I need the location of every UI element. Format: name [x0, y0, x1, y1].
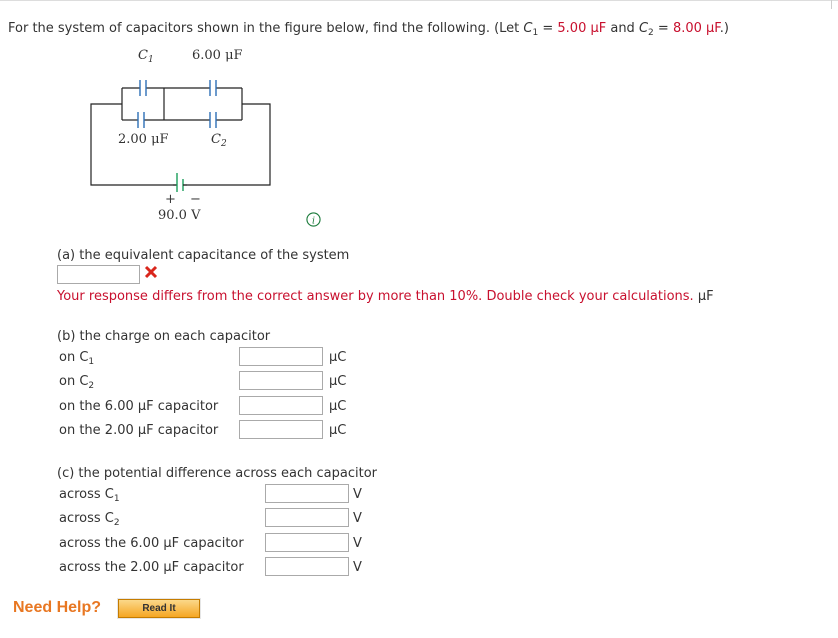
part-c-input-6uf[interactable] [265, 533, 349, 552]
part-c-input-2uf[interactable] [265, 557, 349, 576]
part-c-unit: V [353, 511, 362, 526]
part-a-feedback: Your response differs from the correct answer by more than 10%. Double check your calculations. μF [57, 289, 714, 304]
c1-value: 5.00 μF [557, 21, 607, 36]
part-c-row-label: across $C_1$ [59, 487, 120, 504]
part-b-row-label: on $C_1$ [59, 350, 95, 367]
part-b-unit: μC [329, 350, 347, 365]
info-icon[interactable] [306, 212, 321, 227]
part-a-prompt: (a) the equivalent capacitance of the system [57, 248, 350, 263]
c1-fig-label: $C_1$ [138, 48, 154, 65]
part-c-input-c2[interactable] [265, 508, 349, 527]
battery-value: 90.0 V [158, 208, 201, 223]
part-c-row-label: across $C_2$ [59, 511, 120, 528]
svg-text:i: i [312, 215, 315, 227]
part-b-row-label: on $C_2$ [59, 374, 95, 391]
left-capacitor-value: 2.00 μF [118, 132, 169, 147]
incorrect-x-icon [144, 265, 158, 279]
part-b-row-label: on the 6.00 μF capacitor [59, 399, 219, 414]
part-b-unit: μC [329, 399, 347, 414]
battery-minus: − [190, 192, 201, 207]
c2-fig-label: $C_2$ [211, 132, 227, 149]
part-c-prompt: (c) the potential difference across each capacitor [57, 466, 378, 481]
need-help-label: Need Help? [13, 599, 102, 616]
part-b-input-c2[interactable] [239, 371, 323, 390]
read-it-button[interactable]: Read It [118, 599, 200, 618]
part-b-input-6uf[interactable] [239, 396, 323, 415]
part-c-unit: V [353, 487, 362, 502]
part-b-unit: μC [329, 374, 347, 389]
part-c-unit: V [353, 536, 362, 551]
top-capacitor-value: 6.00 μF [192, 48, 243, 63]
part-c-row-label: across the 2.00 μF capacitor [59, 560, 244, 575]
question-text: For the system of capacitors shown in the figure below, find the following. (Let $C_1 = 5.00$ μF and $C_2 = 8.00$ μF.) [8, 21, 729, 38]
top-divider [0, 0, 838, 1]
part-c-unit: V [353, 560, 362, 575]
part-b-prompt: (b) the charge on each capacitor [57, 329, 271, 344]
c2-value: 8.00 μF [672, 21, 720, 36]
part-a-input[interactable] [57, 265, 140, 284]
part-c-input-c1[interactable] [265, 484, 349, 503]
part-b-unit: μC [329, 423, 347, 438]
part-a-unit: μF [697, 289, 714, 304]
part-b-input-2uf[interactable] [239, 420, 323, 439]
circuit-diagram [80, 42, 280, 192]
part-b-input-c1[interactable] [239, 347, 323, 366]
battery-plus: + [165, 192, 176, 207]
part-c-row-label: across the 6.00 μF capacitor [59, 536, 244, 551]
part-b-row-label: on the 2.00 μF capacitor [59, 423, 219, 438]
